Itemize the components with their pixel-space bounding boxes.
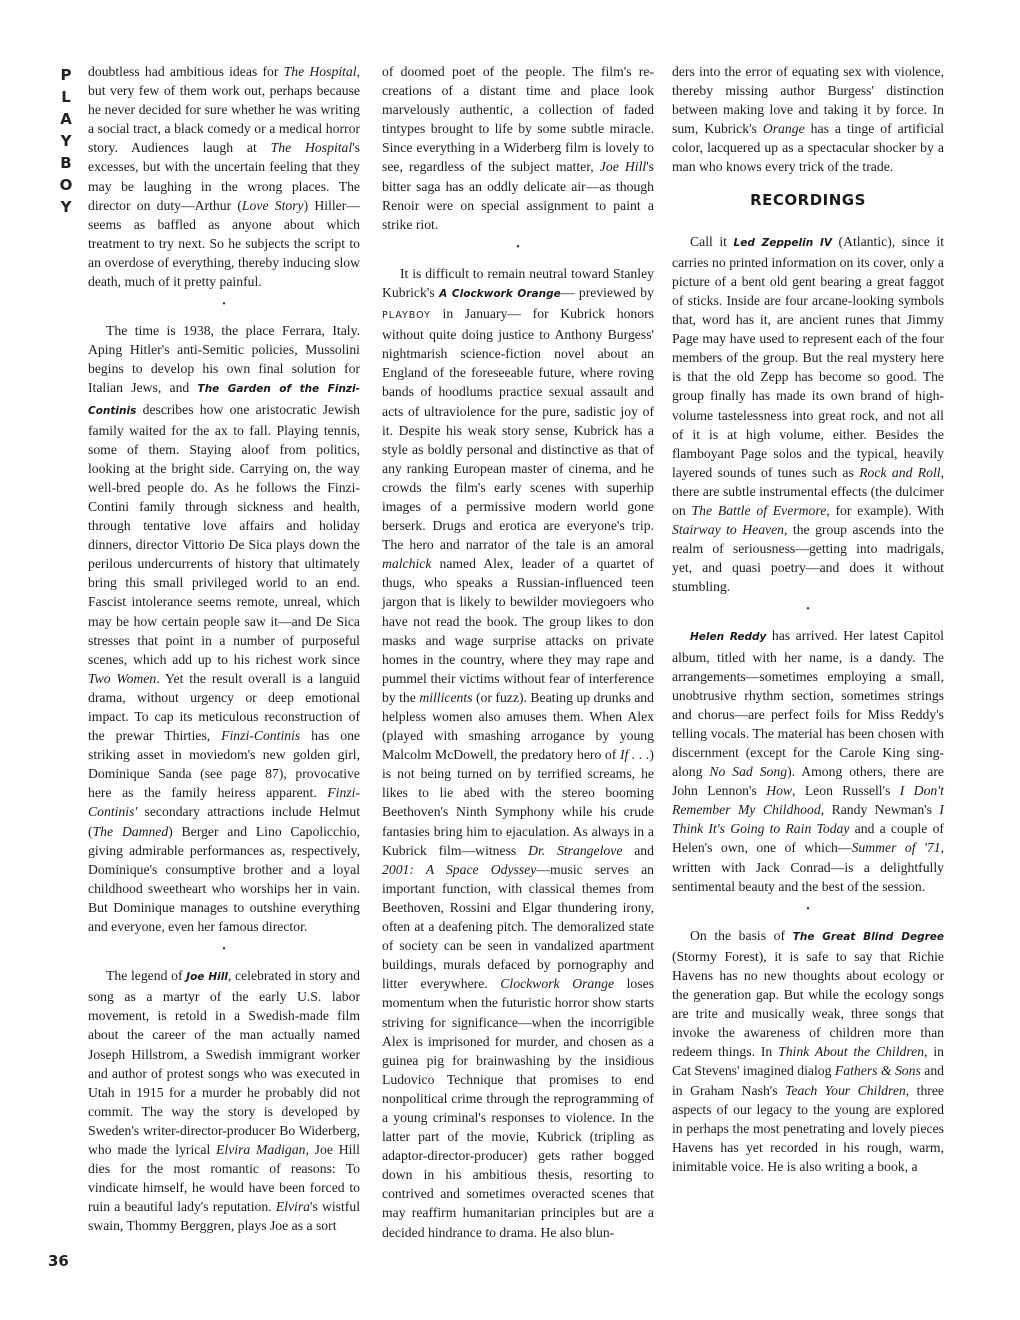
column-1 <box>88 62 360 1235</box>
review-clockwork-orange-end: ders into the error of equating sex with violence, thereby missing author Burgess' distinction between making love and taking it by force. In sum, Kubrick's Orange has a tinge of artificial color, lacquered up as a spectacular shocker by a man who knows every trick of the trade. <box>672 64 944 175</box>
review-helen-reddy: Helen Reddy has arrived. Her latest Capitol album, titled with her name, is a dandy. The arrangements—sometimes employing a small, unobtrusive rhythm section, sometimes strings and chorus—are perfect foils for Miss Reddy's telling vocals. The material has been chosen with discernment (except for the Carole King sing-along No Sad Song). Among others, there are John Lennon's How, Leon Russell's I Don't Remember My Childhood, Randy Newman's I Think It's Going to Rain Today and a couple of Helen's own, one of which—Summer of '71, written with Jack Conrad—is a delightfully sentimental beauty and the best of the session. <box>672 628 944 894</box>
bullet-separator: • <box>222 944 226 956</box>
review-led-zeppelin: Call it Led Zeppelin IV (Atlantic), since it carries no printed information on its cover, only a picture of a bent old gent bearing a great faggot of sticks. Inside are four arcane-looking symbols that, word has it, are ancient runes that Jimmy Page may have used to represent each of the four members of the group. But the real mystery here is that the old Zepp has become so good. The group finally has made its own brand of high-volume tastelessness into great rock, and not all of it is at high volume, either. Besides the flamboyant Page solos and the typical, heavily layered sounds of tunes such as Rock and Roll, there are subtle instrumental effects (the dulcimer on The Battle of Evermore, for example). With Stairway to Heaven, the group ascends into the realm of seriousness—getting into madrigals, yet, and quasi poetry—and does it without stumbling. <box>672 233 945 595</box>
masthead-letter: P <box>60 66 72 84</box>
bullet-separator: • <box>806 604 810 616</box>
bullet-separator: • <box>516 241 520 253</box>
masthead-letter: A <box>60 110 72 128</box>
bullet-separator: • <box>222 299 226 311</box>
masthead-letter: B <box>60 154 72 172</box>
page-number: 36 <box>48 1252 69 1270</box>
section-heading: RECORDINGS <box>750 190 866 209</box>
masthead-letter: L <box>61 88 71 106</box>
bullet-separator: • <box>806 903 810 915</box>
review-joe-hill-end: of doomed poet of the people. The film's re-creations of a distant time and place look marvelously authentic, a collection of faded tintypes brought to life by some subtle miracle. Since everything in a Widerberg film is lovely to see, regardless of the subject matter, Joe Hill's bitter saga has an oddly delicate air—as though Renoir were on special assignment to paint a strike riot. <box>382 64 654 232</box>
review-richie-havens: On the basis of The Great Blind Degree (Stormy Forest), it is safe to say that Richie Havens has no new thoughts about ecology or the generation gap. But while the ecology songs are trite and musically weak, three songs that invoke the awareness of children more than redeem things. In Think About the Children, in Cat Stevens' imagined dialog Fathers & Sons and in Graham Nash's Teach Your Children, three aspects of our legacy to the young are explored in perhaps the most penetrating and lovely pieces Havens has yet recorded in his rough, warm, inimitable voice. He is also writing a book, a <box>672 927 945 1174</box>
review-clockwork-orange: It is difficult to remain neutral toward Stanley Kubrick's A Clockwork Orange— previewed by PLAYBOY in January— for Kubrick honors without quite doing justice to Anthony Burgess' nightmarish science-fiction novel about an England of the foreseeable future, where roving bands of hoodlums practice sexual assault and acts of ultraviolence for the pure, sadistic joy of it. Despite his weak story sense, Kubrick has a style as boldly personal and distinctive as that of any ranking European master of cinema, and he crowds the film's early scenes with superhip images of a permissive modern world gone berserk. Drugs and erotica are everyone's trip. The hero and narrator of the tale is an amoral malchick named Alex, leader of a quartet of thugs, who speaks a Russian-influenced teen jargon that is likely to bewilder moviegoers who have not read the book. The group likes to don masks and wage surprise attacks on private homes in the country, where they may rape and pummel their victims without fear of interference by the millicents (or fuzz). Beating up drunks and helpless women also amuses them. When Alex (played with smashing arrogance by young Malcolm McDowell, the predatory hero of If . . .) is not being turned on by terrified screams, he likes to lie abed with the stereo booming Beethoven's Ninth Symphony while his crude fantasies bring him to ejaculation. As always in a Kubrick film—witness Dr. Strangelove and 2001: A Space Odyssey—music serves an important function, with classical themes from Beethoven, Rossini and Elgar thundering irony, often at a deafening pitch. The demoralized state of society can be seen in vandalized apartment buildings, murals defaced by pornography and litter everywhere. Clockwork Orange loses momentum when the futuristic horror show starts striving for significance—when the incorrigible Alex is imprisoned for murder, and chosen as a guinea pig for brainwashing by the insidious Ludovico Technique that promises to end nonpolitical crime through the reprogramming of a young criminal's responses to violence. In the latter part of the movie, Kubrick (tripling as adaptor-director-producer) gets rather bogged down in his ambitious thesis, resorting to contrived and sometimes overacted scenes that may reaffirm humanitarian principles but are a decided hindrance to drama. He also blun- <box>382 265 654 1240</box>
masthead-letter: Y <box>60 198 72 216</box>
review-finzi-continis: The time is 1938, the place Ferrara, Italy. Aping Hitler's anti-Semitic policies, Mussolini begins to develop his own final solution for Italian Jews, and The Garden of the Finzi-Continis describes how one aristocratic Jewish family waited for the ax to fall. Playing tennis, some of them. Staying aloof from politics, looking at the bright side. Carrying on, the way well-bred people do. As he follows the Finzi-Contini family through sickness and health, through tentative love affairs and holiday dinners, director Vittorio De Sica plays down the perilous undercurrents of history that ultimately bring this small privileged world to an end. Fascist intolerance seems remote, unreal, which may be how certain people saw it—and De Sica stresses that point in a number of purposeful scenes, which add up to his richest work since Two Women. Yet the result overall is a languid drama, without urgency or deep emotional impact. To cap its meticulous reconstruction of the prewar Thirties, Finzi-Continis has one striking asset in moviedom's new golden girl, Dominique Sanda (see page 87), provocative here as the family heiress apparent. Finzi-Continis' secondary attractions include Helmut (The Damned) Berger and Lino Capolicchio, giving admirable performances as, respectively, Dominique's consumptive brother and a loyal childhood sweetheart who worships her in vain. But Dominique manages to outshine everything and everyone, even her famous director. <box>88 323 360 935</box>
column-2 <box>382 62 654 1242</box>
masthead-letter: Y <box>60 132 72 150</box>
column-3 <box>672 62 944 1176</box>
review-hospital-end: doubtless had ambitious ideas for The Hospital, but very few of them work out, perhaps because he never decided for sure whether he was writing a social tract, a black comedy or a medical horror story. Audiences laugh at The Hospital's excesses, but with the uncertain feeling that they may be laughing in the wrong places. The director on duty—Arthur (Love Story) Hiller—seems as baffled as anyone about which treatment to try next. So he subjects the script to an overdose of everything, thereby inducing slow death, much of it pretty painful. <box>88 64 361 290</box>
masthead-letter: O <box>59 176 73 194</box>
review-joe-hill: The legend of Joe Hill, celebrated in story and song as a martyr of the early U.S. labor movement, is retold in a Swedish-made film about the career of the man actually named Joseph Hillstrom, a Swedish immigrant worker and author of protest songs who was executed in Utah in 1915 for a murder he probably did not commit. The way the story is developed by Sweden's writer-director-producer Bo Widerberg, who made the lyrical Elvira Madigan, Joe Hill dies for the most romantic of reasons: To vindicate himself, he would have been forced to ruin a beautiful lady's reputation. Elvira's wistful swain, Thommy Berggren, plays Joe as a sort <box>88 968 361 1234</box>
masthead-vertical <box>56 64 76 218</box>
